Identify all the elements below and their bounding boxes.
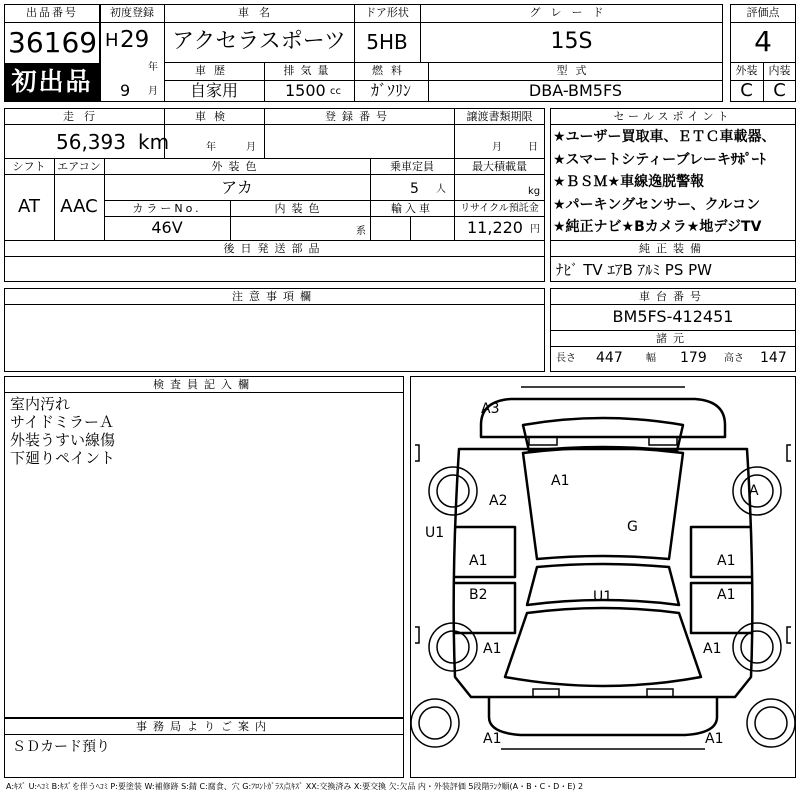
door-label: ドア形状 — [365, 6, 409, 19]
recycle-value: 11,220 — [467, 218, 523, 237]
month-value: 9 — [120, 81, 131, 100]
era-value: H — [105, 30, 119, 51]
diagram-mark-right-front-door: A1 — [717, 587, 736, 603]
chassis-no-label: 車台番号 — [639, 290, 707, 303]
diagram-mark-right-front-fender: A1 — [703, 641, 722, 657]
interior-grade-value: C — [773, 80, 786, 101]
sales-points-list — [553, 126, 795, 239]
score-label: 評価点 — [746, 6, 780, 19]
diagram-mark-right-rear-wheel: A — [749, 483, 759, 499]
shift-value: AT — [18, 196, 40, 217]
sales-point: ★ＢＳＭ★車線逸脱警報 — [553, 174, 705, 190]
sales-point: ★スマートシティーブレーキｻﾎﾟｰﾄ — [553, 151, 766, 168]
inspection-year-unit: 年 — [206, 142, 216, 153]
shift-label: シフト — [12, 160, 46, 173]
first-listing-text: 初出品 — [11, 67, 93, 96]
diagram-mark-left-rear-door: A1 — [469, 553, 488, 569]
inspector-label: 検査員記入欄 — [153, 378, 255, 391]
later-parts-label: 後日発送部品 — [223, 242, 326, 255]
grade-value: 15S — [550, 29, 593, 54]
grade-label: グレード — [529, 6, 614, 19]
model-type-value: DBA-BM5FS — [528, 81, 623, 100]
diagram-mark-bonnet-glass: G — [627, 519, 638, 535]
displacement-unit: cc — [330, 86, 341, 97]
recycle-label: リサイクル預託金 — [460, 203, 539, 214]
diagram-mark-left-front-door: B2 — [469, 587, 488, 603]
max-load-unit: kg — [528, 186, 541, 197]
year-value: 29 — [120, 27, 150, 53]
office-info-value: ＳＤカード預り — [12, 739, 110, 755]
inspection-month-unit: 月 — [246, 142, 256, 153]
inspector-note: 室内汚れ — [10, 395, 71, 413]
diagram-mark-roof: A1 — [551, 473, 570, 489]
car-name-value: アクセラスポーツ — [172, 29, 346, 54]
first-reg-label: 初度登録 — [110, 6, 154, 19]
transfer-day-unit: 日 — [528, 142, 538, 153]
score-value: 4 — [754, 25, 772, 58]
door-value: 5HB — [366, 30, 408, 54]
length-value: 447 — [596, 350, 623, 366]
diagram-mark-left-side: U1 — [425, 525, 445, 541]
fuel-value: ｶﾞｿﾘﾝ — [370, 81, 411, 100]
chassis-no-value: BM5FS-412451 — [612, 307, 734, 326]
exterior-grade-value: C — [740, 80, 753, 101]
sales-points-label: セールスポイント — [613, 110, 733, 123]
month-unit: 月 — [148, 86, 158, 97]
notes-label: 注意事項欄 — [232, 290, 317, 303]
inspector-note: 外装うすい線傷 — [10, 431, 116, 449]
capacity-value: 5 — [410, 181, 419, 197]
reg-no-label: 登録番号 — [325, 110, 393, 123]
interior-color-unit: 系 — [356, 226, 366, 237]
car-outline-svg — [411, 377, 795, 777]
sales-point: ★純正ナビ★Bカメラ★地デジTV — [553, 219, 762, 235]
history-value: 自家用 — [189, 81, 238, 100]
lot-no-value: 36169 — [8, 26, 98, 59]
width-label: 幅 — [646, 353, 656, 364]
color-no-value: 46V — [151, 218, 183, 237]
exterior-label: 外装 — [735, 64, 758, 77]
diagram-mark-rear: A3 — [481, 401, 500, 417]
inspection-label: 車検 — [195, 110, 233, 123]
interior-label: 内装 — [768, 64, 791, 77]
car-diagram — [410, 376, 796, 778]
genuine-equipment-value: ﾅﾋﾞ TV ｴｱB ｱﾙﾐ PS PW — [556, 261, 712, 279]
import-label: 輸入車 — [391, 202, 433, 215]
exterior-color-label: 外装色 — [211, 160, 263, 173]
diagram-mark-right-rear-door: A1 — [717, 553, 736, 569]
capacity-unit: 人 — [436, 184, 446, 195]
exterior-color-value: アカ — [221, 178, 253, 197]
year-unit: 年 — [148, 62, 158, 73]
office-info-label: 事務局よりご案内 — [136, 720, 272, 733]
transfer-month-unit: 月 — [492, 142, 502, 153]
length-label: 長さ — [556, 353, 576, 364]
lot-no-label: 出品番号 — [26, 6, 78, 19]
history-label: 車歴 — [195, 64, 233, 77]
fuel-label: 燃料 — [372, 64, 410, 77]
diagram-mark-bonnet: U1 — [593, 589, 613, 605]
dimensions-label: 諸元 — [656, 332, 690, 345]
inspector-notes — [10, 395, 115, 467]
height-label: 高さ — [724, 353, 744, 364]
diagram-mark-rear-left-glass: A2 — [489, 493, 508, 509]
diagram-mark-front-right: A1 — [705, 731, 724, 747]
sales-point: ★ユーザー買取車、ＥＴＣ車載器、 — [553, 129, 776, 145]
displacement-value: 1500 — [285, 81, 326, 100]
mileage-label: 走行 — [63, 110, 105, 123]
legend-text: A:ｷｽﾞ U:ﾍｺﾐ B:ｷｽﾞを伴うﾍｺﾐ P:要塗装 W:補修跡 S:錆 C:腐食、穴 G:ﾌﾛﾝﾄｶﾞﾗｽ点ｷｽﾞ XX:交換済み X:要交換 欠:欠品 内・外装評価 5段階ﾗﾝｸ順(A・B・C・D・E) 2 — [6, 782, 584, 791]
recycle-unit: 円 — [530, 224, 540, 235]
color-no-label: カラーNo. — [132, 202, 202, 215]
mileage-value: 56,393 — [56, 130, 126, 154]
model-type-label: 型式 — [556, 64, 595, 77]
mileage-unit: km — [138, 130, 170, 154]
max-load-label: 最大積載量 — [472, 160, 527, 173]
displacement-label: 排気量 — [283, 64, 335, 77]
interior-color-label: 内装色 — [274, 202, 326, 215]
aircon-value: AAC — [60, 196, 98, 217]
inspector-note: サイドミラーＡ — [10, 413, 114, 431]
aircon-label: エアコン — [57, 160, 101, 173]
diagram-mark-left-front-fender: A1 — [483, 641, 502, 657]
width-value: 179 — [680, 350, 707, 366]
transfer-deadline-label: 譲渡書類期限 — [466, 110, 533, 123]
inspector-note: 下廻りペイント — [10, 449, 116, 467]
capacity-label: 乗車定員 — [390, 160, 434, 173]
diagram-mark-front-left: A1 — [483, 731, 502, 747]
height-value: 147 — [760, 350, 787, 366]
car-name-label: 車名 — [238, 6, 280, 19]
genuine-equipment-label: 純正装備 — [639, 242, 707, 255]
sales-point: ★パーキングセンサー、クルコン — [553, 196, 761, 213]
